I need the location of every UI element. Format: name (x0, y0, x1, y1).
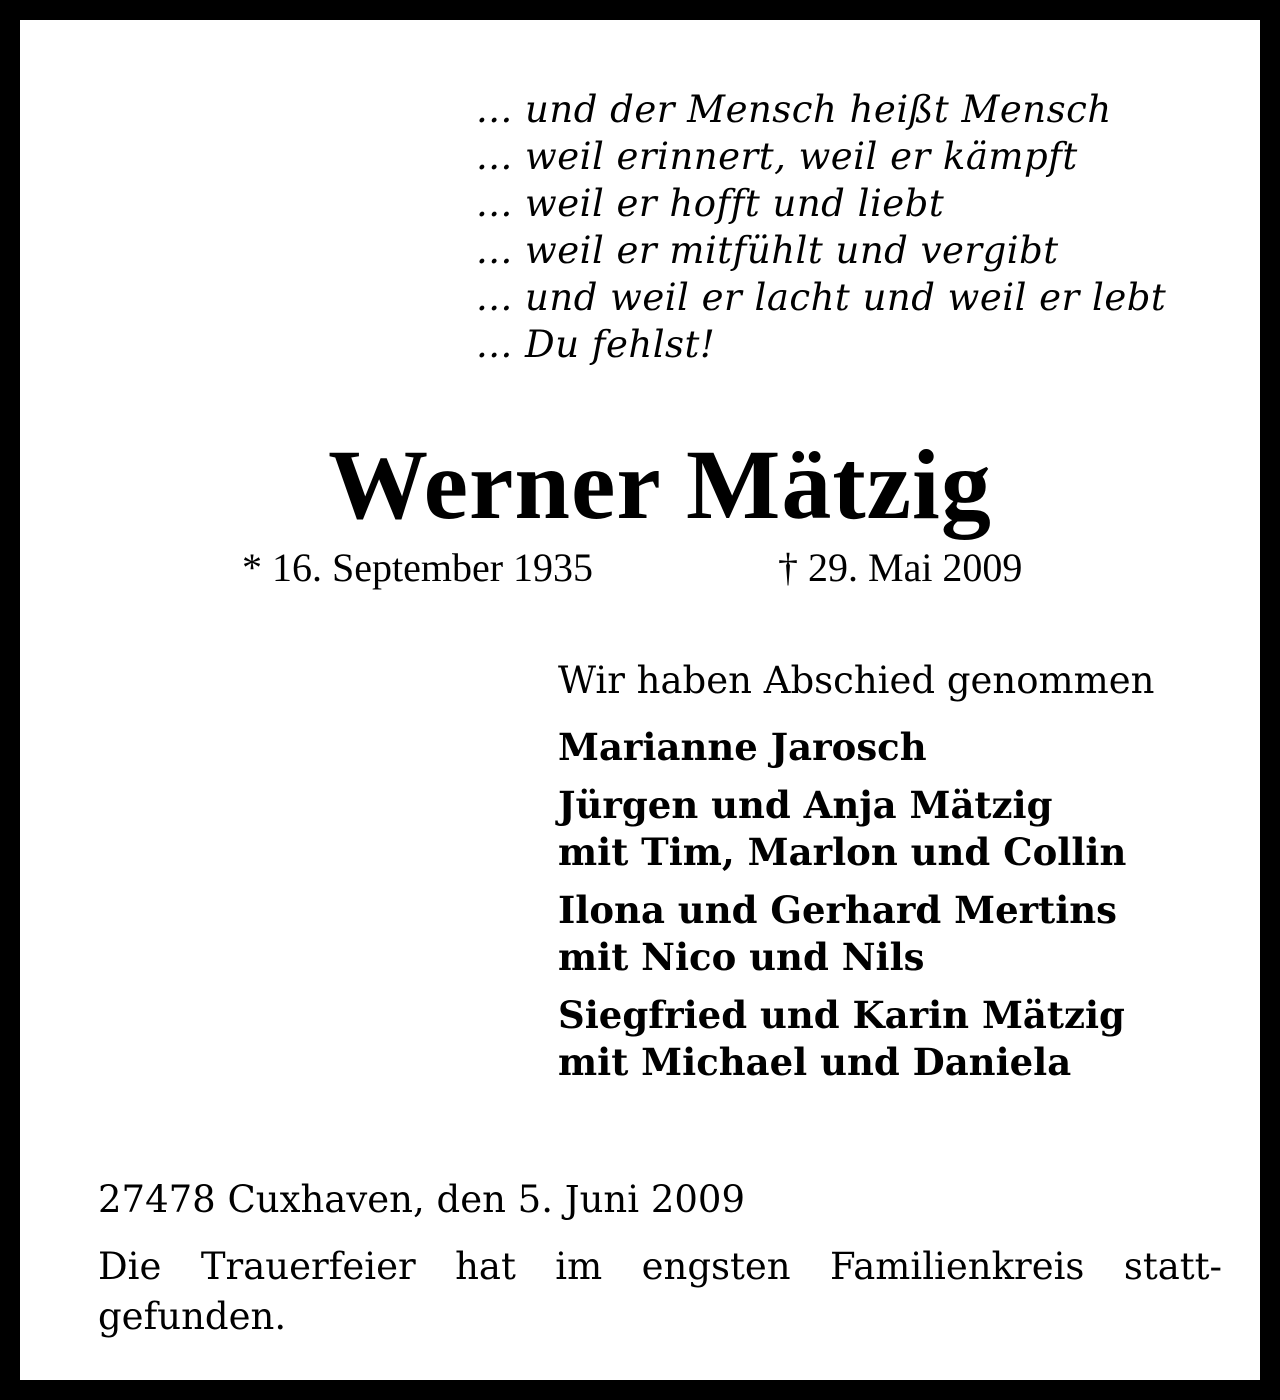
place-and-date: 27478 Cuxhaven, den 5. Juni 2009 (98, 1178, 745, 1221)
ceremony-line: Die Trauerfeier hat im engsten Familienkreis statt- (98, 1245, 1222, 1288)
mourner-line: Marianne Jarosch (558, 725, 927, 769)
death-date: † 29. Mai 2009 (778, 545, 1023, 590)
poem-line: ... weil erinnert, weil er kämpft (476, 135, 1078, 178)
poem-line: ... weil er hofft und liebt (476, 182, 945, 225)
farewell-text: Wir haben Abschied genommen (558, 659, 1155, 702)
mourner-line: mit Nico und Nils (558, 935, 925, 979)
ceremony-note (98, 1242, 1222, 1342)
mourner-line: Jürgen und Anja Mätzig (558, 783, 1053, 827)
mourners-list (558, 724, 1126, 1097)
mourner-line: mit Michael und Daniela (558, 1040, 1072, 1084)
ceremony-line: gefunden. (98, 1295, 287, 1338)
poem (476, 86, 1166, 368)
poem-line: ... und der Mensch heißt Mensch (476, 88, 1112, 131)
mourner-line: Siegfried und Karin Mätzig (558, 993, 1125, 1037)
mourner-group (558, 782, 1126, 876)
poem-line: ... Du fehlst! (476, 323, 716, 366)
mourner-line: Ilona und Gerhard Mertins (558, 888, 1117, 932)
birth-date: * 16. September 1935 (242, 545, 594, 590)
mourner-group (558, 992, 1126, 1086)
mourner-line: mit Tim, Marlon und Collin (558, 830, 1127, 874)
poem-line: ... weil er mitfühlt und vergibt (476, 229, 1059, 272)
mourner-group (558, 887, 1126, 981)
deceased-name: Werner Mätzig (328, 429, 992, 540)
mourner-group (558, 724, 1126, 771)
poem-line: ... und weil er lacht und weil er lebt (476, 276, 1167, 319)
